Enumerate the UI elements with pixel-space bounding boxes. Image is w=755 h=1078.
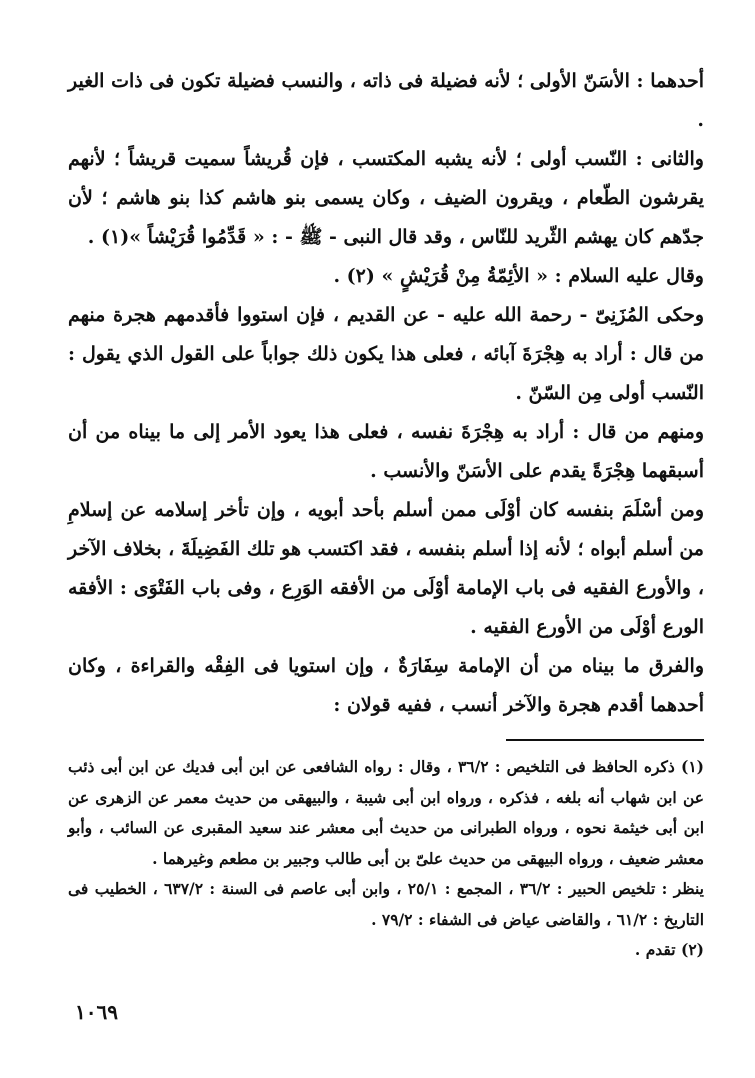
footnote-2: (٢) تقدم . — [634, 940, 704, 959]
main-text-block — [68, 62, 704, 725]
footnotes-block — [68, 752, 704, 966]
paragraph-4: وحكى المُزَنِىّ - رحمة الله عليه - عن القديم ، فإن استووا فأقدمهم هجرة منهم من قال : أراد به هِجْرَةَ آبائه ، فعلى هذا يكون ذلك جواباً على القول الذي يقول : النّسب أولى مِن السّنّ . — [68, 304, 704, 404]
paragraph-1: أحدهما : الأسَنّ الأولى ؛ لأنه فضيلة فى ذاته ، والنسب فضيلة تكون فى ذات الغير . — [68, 70, 704, 131]
page-number: ١٠٦٩ — [75, 1000, 118, 1024]
footnote-divider — [506, 739, 704, 741]
paragraph-7: والفرق ما بيناه من أن الإمامة سِفَارَةٌ ، وإن استويا فى الفِقْه والقراءة ، وكان أحدهما أقدم هجرة والآخر أنسب ، ففيه قولان : — [68, 655, 704, 716]
paragraph-5: ومنهم من قال : أراد به هِجْرَةَ نفسه ، فعلى هذا يعود الأمر إلى ما بيناه من أن أسبقهما هِجْرَةً يقدم على الأسَنّ والأنسب . — [68, 421, 704, 482]
paragraph-3: وقال عليه السلام : « الأئِمّةُ مِنْ قُرَيْشٍ » (٢) . — [333, 265, 704, 287]
paragraph-2: والثانى : النّسب أولى ؛ لأنه يشبه المكتسب ، فإن قُريشاً سميت قريشاً ؛ لأنهم يقرشون الطّعام ، ويقرون الضيف ، وكان يسمى بنو هاشم كذا بنو هاشم ؛ لأن جدّهم كان يهشم الثّريد للنّاس ، وقد قال النبى - ﷺ - : « قَدِّمُوا قُرَيْشاً »(١) . — [68, 148, 704, 248]
paragraph-6: ومن أسْلَمَ بنفسه كان أوْلَى ممن أسلم بأحد أبويه ، وإن تأخر إسلامه عن إسلامِ من أسلم أبواه ؛ لأنه إذا أسلم بنفسه ، فقد اكتسب هو تلك الفَضِيلَةَ ، بخلاف الآخر ، والأورع الفقيه فى باب الإمامة أوْلَى من الأفقه الوَرِع ، وفى باب الفَتْوَى : الأفقه الورع أوْلَى من الأورع الفقيه . — [68, 499, 704, 638]
footnote-1: (١) ذكره الحافظ فى التلخيص : ٣٦/٢ ، وقال : رواه الشافعى عن ابن أبى فديك عن ابن أبى ذئب عن ابن شهاب أنه بلغه ، فذكره ، ورواه ابن أبى شيبة ، والبيهقى من حديث معمر عن الزهرى عن ابن أبى خيثمة نحوه ، ورواه الطبرانى من حديث أبى معشر عند سعيد المقبرى عن السائب ، وأبو معشر ضعيف ، ورواه البيهقى من حديث علىّ بن أبى طالب وجبير بن مطعم وغيرهما . — [68, 757, 704, 868]
footnote-1-references: ينظر : تلخيص الحبير : ٣٦/٢ ، المجمع : ٢٥/١ ، وابن أبى عاصم فى السنة : ٦٣٧/٢ ، الخطيب فى التاريخ : ٦١/٢ ، والقاضى عياض فى الشفاء : ٧٩/٢ . — [68, 879, 704, 929]
